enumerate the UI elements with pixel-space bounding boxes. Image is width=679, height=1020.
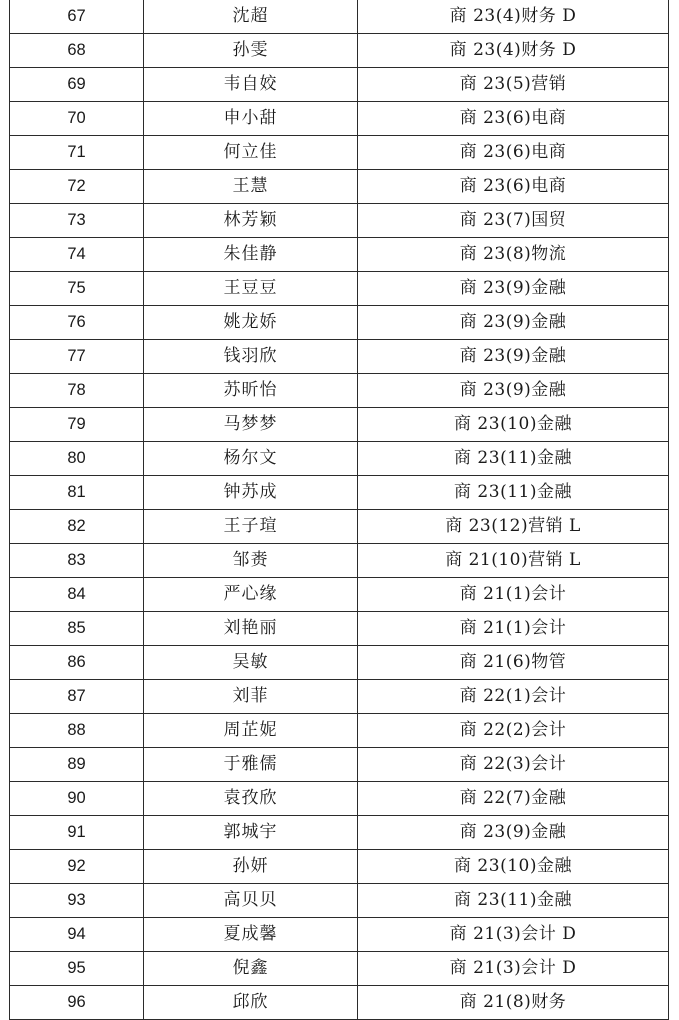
table-row <box>10 306 669 340</box>
class-cell: 商 23(10)金融 <box>358 850 669 884</box>
student-name-cell: 刘菲 <box>144 680 358 714</box>
class-cell: 商 23(9)金融 <box>358 306 669 340</box>
class-cell: 商 23(6)电商 <box>358 136 669 170</box>
row-number-cell: 83 <box>10 544 144 578</box>
student-name-cell: 孙雯 <box>144 34 358 68</box>
table-row <box>10 272 669 306</box>
class-cell: 商 23(10)金融 <box>358 408 669 442</box>
row-number-cell: 87 <box>10 680 144 714</box>
row-number-cell: 78 <box>10 374 144 408</box>
class-cell: 商 23(7)国贸 <box>358 204 669 238</box>
table-row <box>10 170 669 204</box>
table-row <box>10 884 669 918</box>
row-number-cell: 68 <box>10 34 144 68</box>
table-row <box>10 136 669 170</box>
student-name-cell: 于雅儒 <box>144 748 358 782</box>
row-number-cell: 91 <box>10 816 144 850</box>
student-name-cell: 孙妍 <box>144 850 358 884</box>
student-name-cell: 苏昕怡 <box>144 374 358 408</box>
class-cell: 商 23(12)营销 L <box>358 510 669 544</box>
class-cell: 商 23(5)营销 <box>358 68 669 102</box>
student-name-cell: 刘艳丽 <box>144 612 358 646</box>
table-row <box>10 238 669 272</box>
table-row <box>10 850 669 884</box>
row-number-cell: 89 <box>10 748 144 782</box>
class-cell: 商 23(4)财务 D <box>358 34 669 68</box>
row-number-cell: 76 <box>10 306 144 340</box>
table-row <box>10 714 669 748</box>
class-cell: 商 21(3)会计 D <box>358 952 669 986</box>
class-cell: 商 23(9)金融 <box>358 340 669 374</box>
table-row <box>10 204 669 238</box>
class-cell: 商 21(1)会计 <box>358 612 669 646</box>
table-row <box>10 476 669 510</box>
table-row <box>10 68 669 102</box>
class-cell: 商 23(9)金融 <box>358 816 669 850</box>
row-number-cell: 75 <box>10 272 144 306</box>
table-row <box>10 544 669 578</box>
student-name-cell: 邱欣 <box>144 986 358 1020</box>
student-name-cell: 袁孜欣 <box>144 782 358 816</box>
row-number-cell: 93 <box>10 884 144 918</box>
table-row <box>10 646 669 680</box>
table-row <box>10 952 669 986</box>
row-number-cell: 80 <box>10 442 144 476</box>
row-number-cell: 72 <box>10 170 144 204</box>
class-cell: 商 23(9)金融 <box>358 272 669 306</box>
class-cell: 商 22(3)会计 <box>358 748 669 782</box>
student-name-cell: 杨尔文 <box>144 442 358 476</box>
student-name-cell: 王子瑄 <box>144 510 358 544</box>
class-cell: 商 23(6)电商 <box>358 102 669 136</box>
student-name-cell: 郭城宇 <box>144 816 358 850</box>
roster-table <box>9 0 669 1020</box>
row-number-cell: 84 <box>10 578 144 612</box>
class-cell: 商 23(11)金融 <box>358 884 669 918</box>
table-row <box>10 680 669 714</box>
row-number-cell: 73 <box>10 204 144 238</box>
table-row <box>10 578 669 612</box>
row-number-cell: 71 <box>10 136 144 170</box>
student-name-cell: 邹赉 <box>144 544 358 578</box>
class-cell: 商 21(1)会计 <box>358 578 669 612</box>
row-number-cell: 81 <box>10 476 144 510</box>
student-name-cell: 高贝贝 <box>144 884 358 918</box>
student-name-cell: 林芳颖 <box>144 204 358 238</box>
class-cell: 商 23(8)物流 <box>358 238 669 272</box>
roster-table-body <box>10 0 669 1020</box>
row-number-cell: 70 <box>10 102 144 136</box>
class-cell: 商 23(11)金融 <box>358 442 669 476</box>
row-number-cell: 88 <box>10 714 144 748</box>
student-name-cell: 严心缘 <box>144 578 358 612</box>
table-row <box>10 986 669 1020</box>
student-name-cell: 夏成馨 <box>144 918 358 952</box>
row-number-cell: 67 <box>10 0 144 34</box>
row-number-cell: 85 <box>10 612 144 646</box>
roster-sheet <box>9 0 668 1012</box>
class-cell: 商 21(10)营销 L <box>358 544 669 578</box>
row-number-cell: 94 <box>10 918 144 952</box>
class-cell: 商 23(4)财务 D <box>358 0 669 34</box>
table-row <box>10 816 669 850</box>
table-row <box>10 102 669 136</box>
student-name-cell: 朱佳静 <box>144 238 358 272</box>
student-name-cell: 王慧 <box>144 170 358 204</box>
student-name-cell: 周芷妮 <box>144 714 358 748</box>
class-cell: 商 22(2)会计 <box>358 714 669 748</box>
student-name-cell: 韦自姣 <box>144 68 358 102</box>
table-row <box>10 0 669 34</box>
table-row <box>10 408 669 442</box>
row-number-cell: 96 <box>10 986 144 1020</box>
row-number-cell: 95 <box>10 952 144 986</box>
row-number-cell: 79 <box>10 408 144 442</box>
class-cell: 商 21(8)财务 <box>358 986 669 1020</box>
class-cell: 商 23(11)金融 <box>358 476 669 510</box>
class-cell: 商 22(1)会计 <box>358 680 669 714</box>
student-name-cell: 姚龙娇 <box>144 306 358 340</box>
table-row <box>10 612 669 646</box>
row-number-cell: 69 <box>10 68 144 102</box>
student-name-cell: 申小甜 <box>144 102 358 136</box>
table-row <box>10 340 669 374</box>
row-number-cell: 86 <box>10 646 144 680</box>
class-cell: 商 21(3)会计 D <box>358 918 669 952</box>
class-cell: 商 22(7)金融 <box>358 782 669 816</box>
student-name-cell: 吴敏 <box>144 646 358 680</box>
class-cell: 商 21(6)物管 <box>358 646 669 680</box>
table-row <box>10 510 669 544</box>
student-name-cell: 倪鑫 <box>144 952 358 986</box>
table-row <box>10 442 669 476</box>
row-number-cell: 74 <box>10 238 144 272</box>
student-name-cell: 王豆豆 <box>144 272 358 306</box>
row-number-cell: 82 <box>10 510 144 544</box>
table-row <box>10 782 669 816</box>
class-cell: 商 23(6)电商 <box>358 170 669 204</box>
table-row <box>10 374 669 408</box>
student-name-cell: 钟苏成 <box>144 476 358 510</box>
table-row <box>10 918 669 952</box>
student-name-cell: 钱羽欣 <box>144 340 358 374</box>
table-row <box>10 748 669 782</box>
student-name-cell: 何立佳 <box>144 136 358 170</box>
class-cell: 商 23(9)金融 <box>358 374 669 408</box>
table-row <box>10 34 669 68</box>
student-name-cell: 沈超 <box>144 0 358 34</box>
student-name-cell: 马梦梦 <box>144 408 358 442</box>
row-number-cell: 90 <box>10 782 144 816</box>
row-number-cell: 92 <box>10 850 144 884</box>
row-number-cell: 77 <box>10 340 144 374</box>
